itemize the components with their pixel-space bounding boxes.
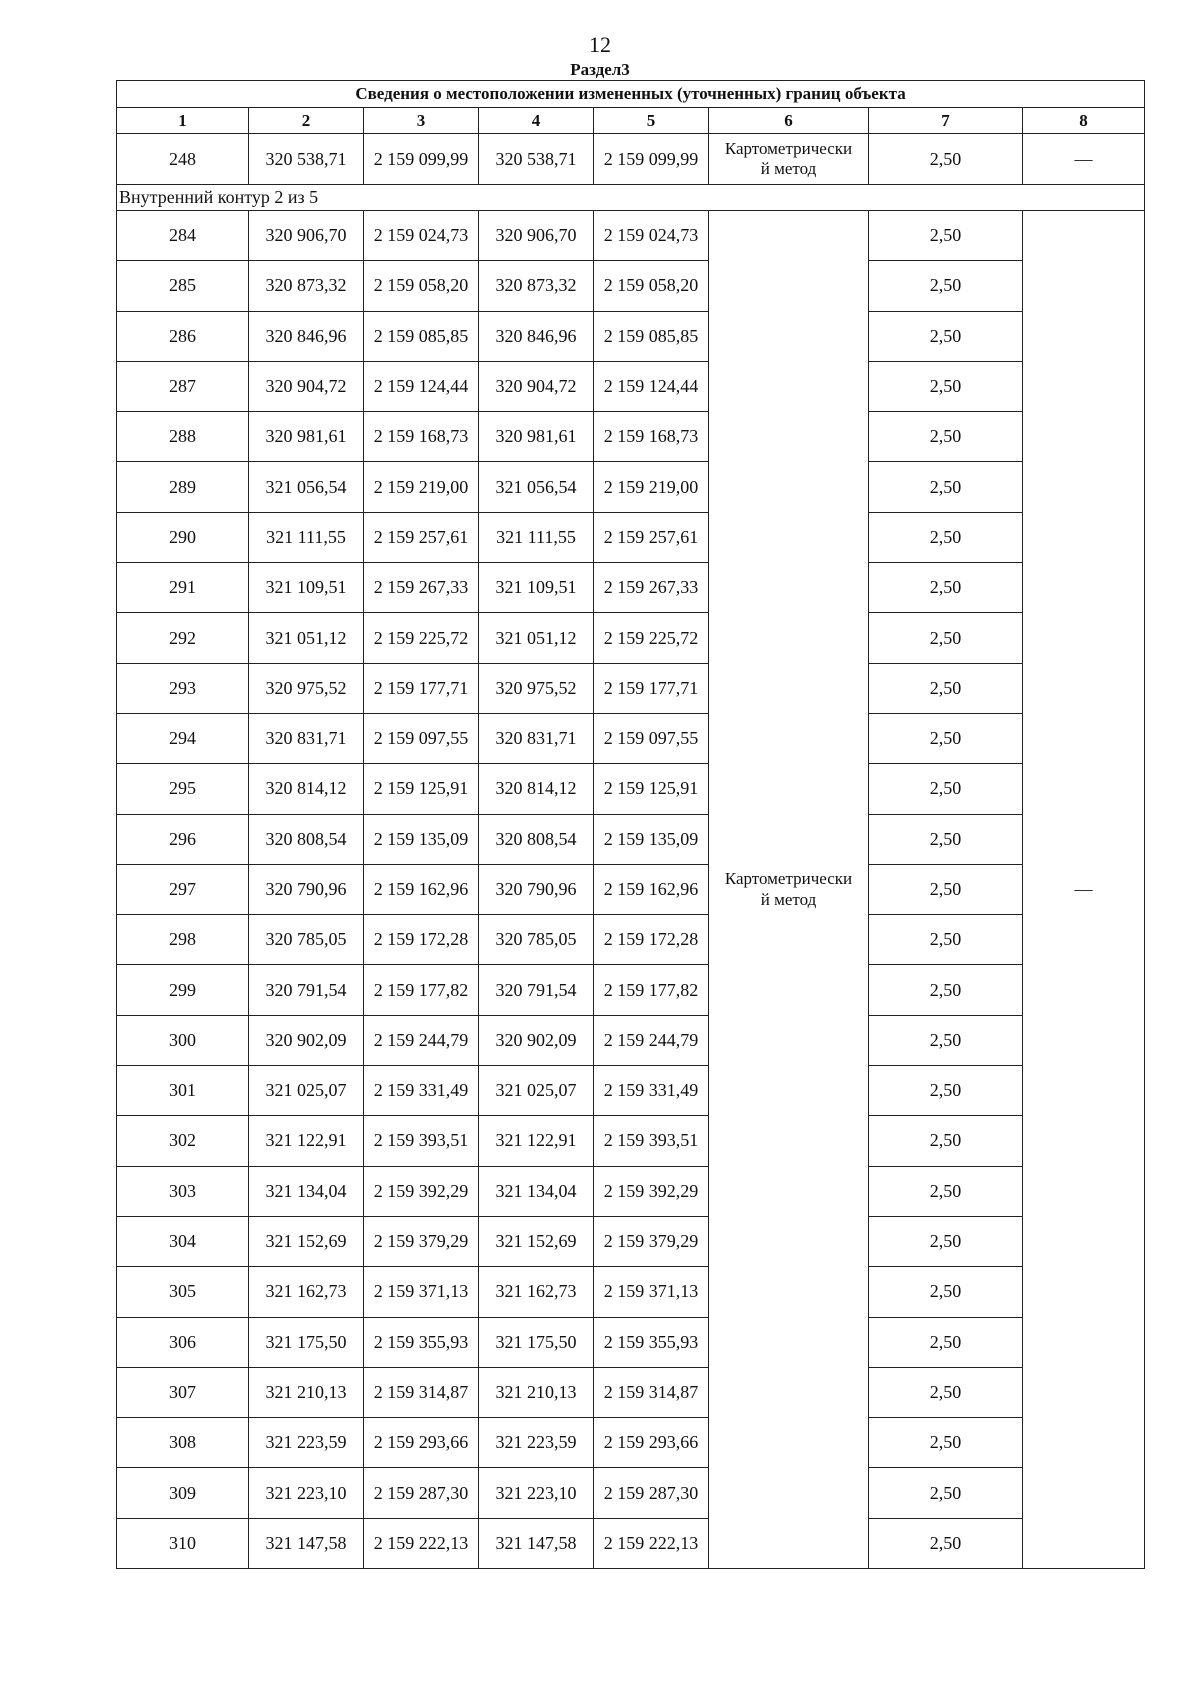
accuracy-cell: 2,50: [869, 211, 1023, 261]
x-old-cell: 320 846,96: [249, 311, 364, 361]
point-number: 301: [117, 1066, 249, 1116]
y-old-cell: 2 159 222,13: [364, 1518, 479, 1568]
x-new-cell: 321 162,73: [479, 1267, 594, 1317]
accuracy-cell: 2,50: [869, 1166, 1023, 1216]
point-number: 284: [117, 211, 249, 261]
column-number: 8: [1023, 108, 1145, 134]
x-old-cell: 321 162,73: [249, 1267, 364, 1317]
y-old-cell: 2 159 162,96: [364, 864, 479, 914]
point-number: 304: [117, 1216, 249, 1266]
accuracy-cell: 2,50: [869, 1116, 1023, 1166]
accuracy-cell: 2,50: [869, 311, 1023, 361]
y-new-cell: 2 159 058,20: [594, 261, 709, 311]
y-old-cell: 2 159 177,82: [364, 965, 479, 1015]
y-new-cell: 2 159 097,55: [594, 713, 709, 763]
x-new-cell: 320 785,05: [479, 915, 594, 965]
x-new-cell: 321 152,69: [479, 1216, 594, 1266]
column-number: 2: [249, 108, 364, 134]
y-new-cell: 2 159 085,85: [594, 311, 709, 361]
point-number: 291: [117, 563, 249, 613]
y-new-cell: 2 159 177,82: [594, 965, 709, 1015]
y-old-cell: 2 159 219,00: [364, 462, 479, 512]
point-number: 295: [117, 764, 249, 814]
column-number: 5: [594, 108, 709, 134]
x-new-cell: 321 223,59: [479, 1418, 594, 1468]
x-new-cell: 321 109,51: [479, 563, 594, 613]
y-old-cell: 2 159 172,28: [364, 915, 479, 965]
x-old-cell: 320 808,54: [249, 814, 364, 864]
y-old-cell: 2 159 125,91: [364, 764, 479, 814]
accuracy-cell: 2,50: [869, 613, 1023, 663]
x-old-cell: 321 152,69: [249, 1216, 364, 1266]
y-new-cell: 2 159 135,09: [594, 814, 709, 864]
y-new-cell: 2 159 177,71: [594, 663, 709, 713]
column-number: 6: [709, 108, 869, 134]
x-old-cell: 321 210,13: [249, 1367, 364, 1417]
x-old-cell: 320 902,09: [249, 1015, 364, 1065]
x-new-cell: 321 122,91: [479, 1116, 594, 1166]
x-new-cell: 321 111,55: [479, 512, 594, 562]
column-number: 4: [479, 108, 594, 134]
x-old-cell: 320 785,05: [249, 915, 364, 965]
point-number: 285: [117, 261, 249, 311]
y-old-cell: 2 159 024,73: [364, 211, 479, 261]
y-new-cell: 2 159 314,87: [594, 1367, 709, 1417]
table-row: [117, 1166, 1145, 1216]
x-old-cell: 320 791,54: [249, 965, 364, 1015]
x-new-cell: 320 831,71: [479, 713, 594, 763]
point-number: 303: [117, 1166, 249, 1216]
accuracy-cell: 2,50: [869, 1267, 1023, 1317]
accuracy-cell: 2,50: [869, 1518, 1023, 1568]
column-number: 7: [869, 108, 1023, 134]
point-number: 287: [117, 361, 249, 411]
y-old-cell: 2 159 379,29: [364, 1216, 479, 1266]
accuracy-cell: 2,50: [869, 713, 1023, 763]
y-new-cell: 2 159 172,28: [594, 915, 709, 965]
table-row: [117, 1367, 1145, 1417]
x-new-cell: 320 808,54: [479, 814, 594, 864]
table-row: [117, 1267, 1145, 1317]
y-old-cell: 2 159 244,79: [364, 1015, 479, 1065]
y-new-cell: 2 159 331,49: [594, 1066, 709, 1116]
y-old-cell: 2 159 331,49: [364, 1066, 479, 1116]
x-new-cell: 320 981,61: [479, 412, 594, 462]
point-number: 299: [117, 965, 249, 1015]
x-old-cell: 320 981,61: [249, 412, 364, 462]
x-old-cell: 321 134,04: [249, 1166, 364, 1216]
point-number: 302: [117, 1116, 249, 1166]
x-new-cell: 320 790,96: [479, 864, 594, 914]
y-old-cell: 2 159 314,87: [364, 1367, 479, 1417]
x-new-cell: 320 538,71: [479, 134, 594, 185]
x-old-cell: 321 223,59: [249, 1418, 364, 1468]
point-number: 288: [117, 412, 249, 462]
boundary-table: [116, 80, 1145, 1569]
point-number: 310: [117, 1518, 249, 1568]
point-number: 294: [117, 713, 249, 763]
point-number: 309: [117, 1468, 249, 1518]
x-new-cell: 321 210,13: [479, 1367, 594, 1417]
table-row: [117, 512, 1145, 562]
accuracy-cell: 2,50: [869, 563, 1023, 613]
x-old-cell: 321 025,07: [249, 1066, 364, 1116]
point-number: 297: [117, 864, 249, 914]
point-number: 248: [117, 134, 249, 185]
y-old-cell: 2 159 392,29: [364, 1166, 479, 1216]
table-row: [117, 915, 1145, 965]
table-row: [117, 1015, 1145, 1065]
column-number: 1: [117, 108, 249, 134]
x-new-cell: 320 975,52: [479, 663, 594, 713]
point-number: 286: [117, 311, 249, 361]
x-new-cell: 320 902,09: [479, 1015, 594, 1065]
table-row: [117, 311, 1145, 361]
y-new-cell: 2 159 222,13: [594, 1518, 709, 1568]
x-old-cell: 320 831,71: [249, 713, 364, 763]
x-new-cell: 321 134,04: [479, 1166, 594, 1216]
y-new-cell: 2 159 225,72: [594, 613, 709, 663]
y-old-cell: 2 159 355,93: [364, 1317, 479, 1367]
x-new-cell: 320 904,72: [479, 361, 594, 411]
accuracy-cell: 2,50: [869, 261, 1023, 311]
y-new-cell: 2 159 244,79: [594, 1015, 709, 1065]
table-row: [117, 134, 1145, 185]
y-old-cell: 2 159 257,61: [364, 512, 479, 562]
section-title: Раздел3: [570, 60, 630, 79]
method-line: Картометрически: [724, 138, 853, 158]
point-number: 289: [117, 462, 249, 512]
y-new-cell: 2 159 257,61: [594, 512, 709, 562]
y-new-cell: 2 159 024,73: [594, 211, 709, 261]
x-old-cell: 321 175,50: [249, 1317, 364, 1367]
y-new-cell: 2 159 392,29: [594, 1166, 709, 1216]
point-number: 292: [117, 613, 249, 663]
x-old-cell: 321 051,12: [249, 613, 364, 663]
table-row: [117, 864, 1145, 914]
y-old-cell: 2 159 177,71: [364, 663, 479, 713]
table-row: [117, 1468, 1145, 1518]
x-old-cell: 320 904,72: [249, 361, 364, 411]
table-row: [117, 713, 1145, 763]
y-new-cell: 2 159 379,29: [594, 1216, 709, 1266]
table-row: [117, 1317, 1145, 1367]
y-new-cell: 2 159 125,91: [594, 764, 709, 814]
point-number: 293: [117, 663, 249, 713]
x-old-cell: 321 122,91: [249, 1116, 364, 1166]
x-new-cell: 321 056,54: [479, 462, 594, 512]
accuracy-cell: 2,50: [869, 764, 1023, 814]
point-number: 300: [117, 1015, 249, 1065]
x-new-cell: 320 873,32: [479, 261, 594, 311]
x-new-cell: 320 846,96: [479, 311, 594, 361]
accuracy-cell: 2,50: [869, 1367, 1023, 1417]
accuracy-cell: 2,50: [869, 1015, 1023, 1065]
y-old-cell: 2 159 287,30: [364, 1468, 479, 1518]
y-old-cell: 2 159 393,51: [364, 1116, 479, 1166]
accuracy-cell: 2,50: [869, 864, 1023, 914]
x-old-cell: 321 147,58: [249, 1518, 364, 1568]
point-number: 298: [117, 915, 249, 965]
y-new-cell: 2 159 162,96: [594, 864, 709, 914]
x-new-cell: 321 175,50: [479, 1317, 594, 1367]
point-number: 308: [117, 1418, 249, 1468]
table-caption: Сведения о местоположении измененных (уточненных) границ объекта: [117, 81, 1145, 108]
accuracy-cell: 2,50: [869, 512, 1023, 562]
accuracy-cell: 2,50: [869, 134, 1023, 185]
table-row: [117, 764, 1145, 814]
accuracy-cell: 2,50: [869, 1468, 1023, 1518]
y-new-cell: 2 159 124,44: [594, 361, 709, 411]
x-old-cell: 320 790,96: [249, 864, 364, 914]
accuracy-cell: 2,50: [869, 462, 1023, 512]
accuracy-cell: 2,50: [869, 1418, 1023, 1468]
table-row: [117, 211, 1145, 261]
note-cell: —: [1023, 134, 1145, 185]
x-old-cell: 320 975,52: [249, 663, 364, 713]
x-old-cell: 321 111,55: [249, 512, 364, 562]
column-number: 3: [364, 108, 479, 134]
y-new-cell: 2 159 099,99: [594, 134, 709, 185]
point-number: 305: [117, 1267, 249, 1317]
y-old-cell: 2 159 124,44: [364, 361, 479, 411]
method-line: й метод: [760, 159, 817, 178]
x-old-cell: 320 906,70: [249, 211, 364, 261]
y-old-cell: 2 159 371,13: [364, 1267, 479, 1317]
y-old-cell: 2 159 085,85: [364, 311, 479, 361]
table-row: [117, 1066, 1145, 1116]
table-row: [117, 814, 1145, 864]
y-old-cell: 2 159 168,73: [364, 412, 479, 462]
method-cell: [709, 211, 869, 1569]
table-row: [117, 613, 1145, 663]
x-new-cell: 321 223,10: [479, 1468, 594, 1518]
table-row: [117, 563, 1145, 613]
y-old-cell: 2 159 225,72: [364, 613, 479, 663]
method-cell: [709, 134, 869, 185]
y-old-cell: 2 159 099,99: [364, 134, 479, 185]
table-row: [117, 412, 1145, 462]
table-row: [117, 965, 1145, 1015]
x-old-cell: 320 873,32: [249, 261, 364, 311]
accuracy-cell: 2,50: [869, 965, 1023, 1015]
x-old-cell: 320 814,12: [249, 764, 364, 814]
x-new-cell: 320 814,12: [479, 764, 594, 814]
y-old-cell: 2 159 097,55: [364, 713, 479, 763]
x-old-cell: 320 538,71: [249, 134, 364, 185]
accuracy-cell: 2,50: [869, 663, 1023, 713]
x-old-cell: 321 223,10: [249, 1468, 364, 1518]
accuracy-cell: 2,50: [869, 915, 1023, 965]
table-row: [117, 1518, 1145, 1568]
accuracy-cell: 2,50: [869, 814, 1023, 864]
note-cell: —: [1023, 211, 1145, 1569]
x-new-cell: 321 051,12: [479, 613, 594, 663]
method-line: Картометрически: [724, 869, 853, 889]
y-new-cell: 2 159 287,30: [594, 1468, 709, 1518]
point-number: 306: [117, 1317, 249, 1367]
table-row: [117, 1418, 1145, 1468]
contour-label: Внутренний контур 2 из 5: [117, 185, 1145, 211]
table-row: [117, 1216, 1145, 1266]
y-old-cell: 2 159 058,20: [364, 261, 479, 311]
y-new-cell: 2 159 293,66: [594, 1418, 709, 1468]
x-new-cell: 320 906,70: [479, 211, 594, 261]
y-old-cell: 2 159 293,66: [364, 1418, 479, 1468]
y-new-cell: 2 159 267,33: [594, 563, 709, 613]
y-new-cell: 2 159 393,51: [594, 1116, 709, 1166]
table-row: [117, 663, 1145, 713]
point-number: 296: [117, 814, 249, 864]
table-row: [117, 1116, 1145, 1166]
table-row: [117, 361, 1145, 411]
table-row: [117, 462, 1145, 512]
x-new-cell: 320 791,54: [479, 965, 594, 1015]
y-new-cell: 2 159 168,73: [594, 412, 709, 462]
point-number: 290: [117, 512, 249, 562]
accuracy-cell: 2,50: [869, 1317, 1023, 1367]
accuracy-cell: 2,50: [869, 1216, 1023, 1266]
column-number-row: [117, 108, 1145, 134]
y-new-cell: 2 159 355,93: [594, 1317, 709, 1367]
y-old-cell: 2 159 267,33: [364, 563, 479, 613]
page-number: 12: [589, 32, 611, 57]
accuracy-cell: 2,50: [869, 361, 1023, 411]
point-number: 307: [117, 1367, 249, 1417]
accuracy-cell: 2,50: [869, 412, 1023, 462]
y-old-cell: 2 159 135,09: [364, 814, 479, 864]
table-row: [117, 261, 1145, 311]
y-new-cell: 2 159 219,00: [594, 462, 709, 512]
y-new-cell: 2 159 371,13: [594, 1267, 709, 1317]
x-new-cell: 321 025,07: [479, 1066, 594, 1116]
x-old-cell: 321 056,54: [249, 462, 364, 512]
x-old-cell: 321 109,51: [249, 563, 364, 613]
x-new-cell: 321 147,58: [479, 1518, 594, 1568]
accuracy-cell: 2,50: [869, 1066, 1023, 1116]
method-line: й метод: [760, 889, 817, 909]
